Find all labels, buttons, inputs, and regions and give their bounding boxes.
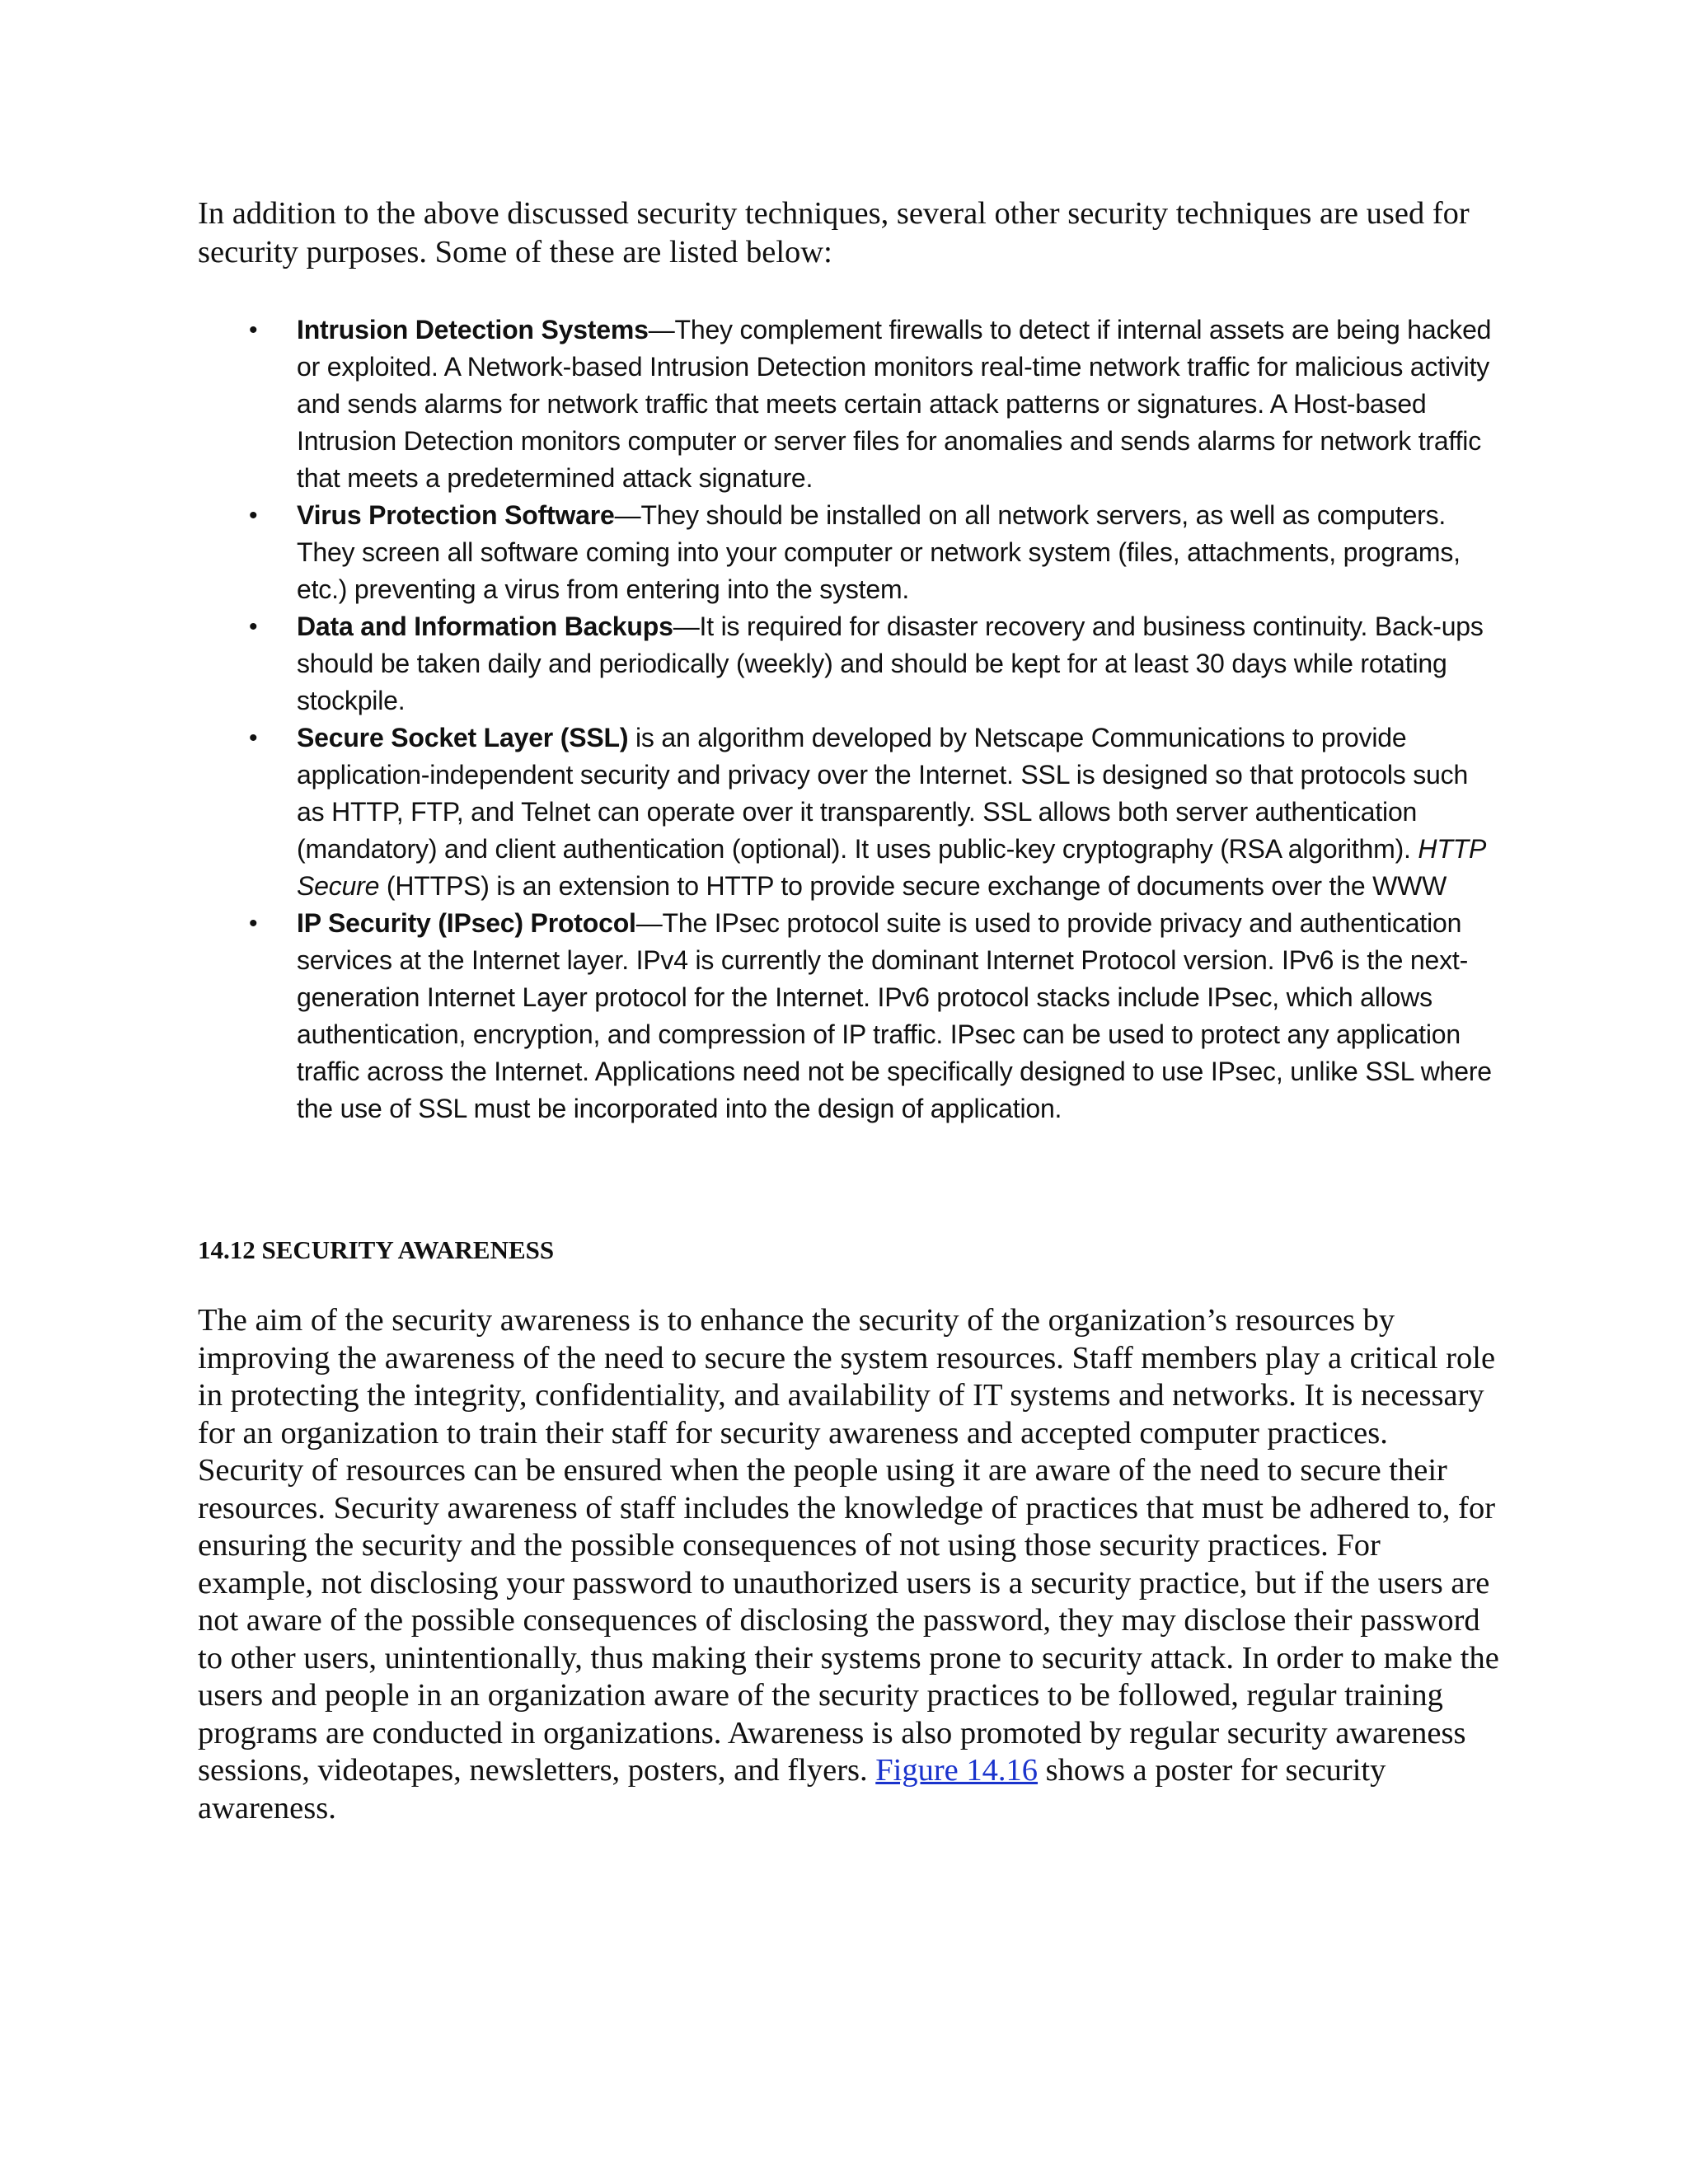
term-backups: Data and Information Backups — [297, 612, 673, 641]
term-intrusion-detection: Intrusion Detection Systems — [297, 315, 649, 344]
section-body-end: shows a poster for security awareness. — [198, 1753, 1386, 1825]
term-separator: — — [673, 612, 700, 641]
desc-ssl-part-a: is an algorithm developed by Netscape Communications to provide application-independent security and privacy over the Internet. SSL is designed so that protocols such as HTTP, FTP, and Telnet can operate over it transparently. SSL allows both server authentication (mandatory) and client authentication (optional). It uses public-key cryptography (RSA algorithm). — [297, 723, 1469, 864]
bullet-icon: • — [249, 910, 258, 937]
list-item-backups — [198, 608, 1500, 719]
bullet-icon: • — [249, 613, 258, 640]
intro-paragraph: In addition to the above discussed security techniques, several other security techniques are used for security purposes. Some of these are listed below: — [198, 196, 1470, 269]
list-item-intrusion-detection — [198, 312, 1500, 497]
section-body-text: The aim of the security awareness is to enhance the security of the organization’s resources by improving the awareness of the need to secure the system resources. Staff members play a critical role in protecting the integrity, confidentiality, and availability of IT systems and networks. It is necessary for an organization to train their staff for security awareness and accepted computer practices. Security of resources can be ensured when the people using it are aware of the need to secure their resources. Security awareness of staff includes the knowledge of practices that must be adhered to, for ensuring the security and the possible consequences of not using those security practices. For example, not disclosing your password to unauthorized users is a security practice, but if the users are not aware of the possible consequences of disclosing the password, they may disclose their password to other users, unintentionally, thus making their systems prone to security attack. In order to make the users and people in an organization aware of the security practices to be followed, regular training programs are conducted in organizations. Awareness is also promoted by regular security awareness sessions, videotapes, newsletters, posters, and flyers. — [198, 1303, 1499, 1788]
desc-backups: It is required for disaster recovery and business continuity. Back-ups should be taken daily and periodically (weekly) and should be kept for at least 30 days while rotating stockpile. — [297, 612, 1484, 715]
desc-ssl-part-b: (HTTPS) is an extension to HTTP to provide secure exchange of documents over the WWW — [379, 871, 1447, 901]
section-heading: 14.12 SECURITY AWARENESS — [198, 1235, 555, 1264]
term-ssl: Secure Socket Layer (SSL) — [297, 723, 629, 752]
term-separator: — — [614, 500, 641, 530]
figure-link[interactable]: Figure 14.16 — [875, 1753, 1039, 1788]
term-virus-protection: Virus Protection Software — [297, 500, 615, 530]
term-separator: — — [635, 908, 663, 938]
bullet-icon: • — [249, 316, 258, 344]
list-item-virus-protection — [198, 497, 1500, 608]
list-item-ipsec — [198, 905, 1500, 1127]
term-https: HTTP Secure — [297, 834, 1485, 901]
section-body-paragraph — [198, 1302, 1500, 1827]
desc-ipsec: The IPsec protocol suite is used to provide privacy and authentication services at the Internet layer. IPv4 is currently the dominant Internet Protocol version. IPv6 is the next-generation Internet Layer protocol for the Internet. IPv6 protocol stacks include IPsec, which allows authentication, encryption, and compression of IP traffic. IPsec can be used to protect any application traffic across the Internet. Applications need not be specifically designed to use IPsec, unlike SSL where the use of SSL must be incorporated into the design of application. — [297, 908, 1492, 1123]
list-item-ssl — [198, 719, 1500, 905]
desc-intrusion-detection: They complement firewalls to detect if internal assets are being hacked or exploited. A Network-based Intrusion Detection monitors real-time network traffic for malicious activity and sends alarms for network traffic that meets certain attack patterns or signatures. A Host-based Intrusion Detection monitors computer or server files for anomalies and sends alarms for network traffic that meets a predetermined attack signature. — [297, 315, 1492, 493]
bullet-icon: • — [249, 502, 258, 529]
term-ipsec: IP Security (IPsec) Protocol — [297, 908, 636, 938]
desc-virus-protection: They should be installed on all network servers, as well as computers. They screen all software coming into your computer or network system (files, attachments, programs, etc.) preventing a virus from entering into the system. — [297, 500, 1461, 604]
security-techniques-list — [198, 312, 1500, 1127]
term-separator: — — [648, 315, 675, 344]
bullet-icon: • — [249, 724, 258, 752]
